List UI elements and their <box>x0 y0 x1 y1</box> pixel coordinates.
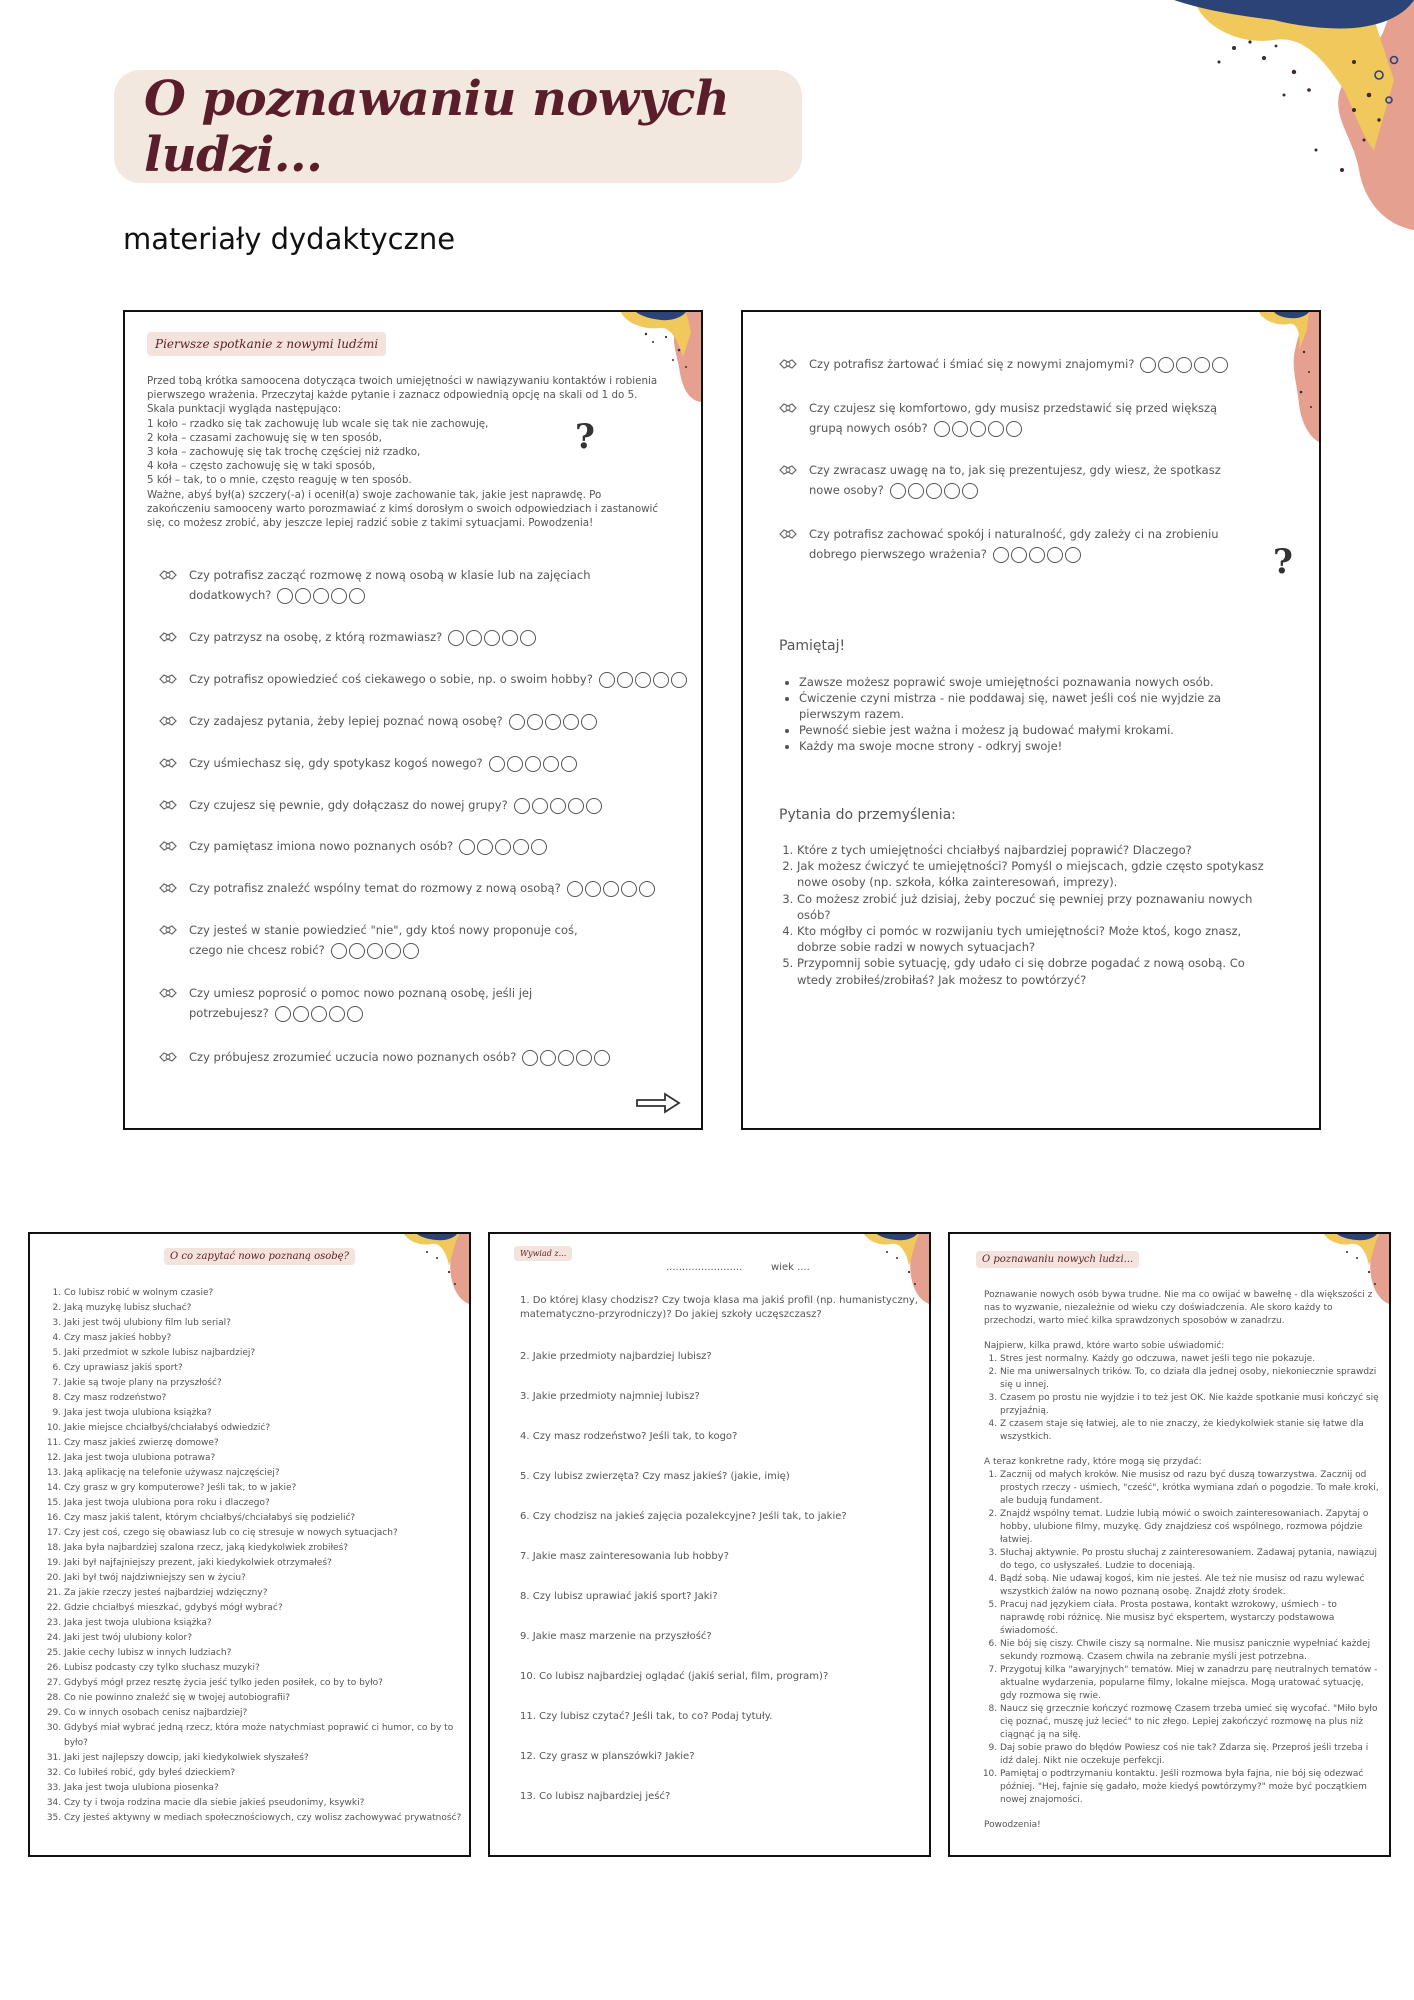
page-subtitle: materiały dydaktyczne <box>123 222 456 256</box>
question-item: Czy czujesz się komfortowo, gdy musisz przedstawić się przed większą grupą nowych osób? <box>779 398 1239 438</box>
interview-question: 5. Czy lubisz zwierzęta? Czy masz jakieś? (jakie, imię) <box>520 1471 790 1482</box>
worksheet-tag: O poznawaniu nowych ludzi... <box>976 1251 1139 1268</box>
interview-question: 12. Czy grasz w planszówki? Jakie? <box>520 1751 695 1762</box>
handshake-icon <box>779 356 797 372</box>
rating-scale[interactable] <box>509 714 597 730</box>
question-item: Czy pamiętasz imiona nowo poznanych osób? <box>159 836 659 856</box>
closing-text: Powodzenia! <box>984 1820 1041 1830</box>
handshake-icon <box>159 629 177 645</box>
list-item: 22. Gdzie chciałbyś mieszkać, gdybyś mógł wybrać? <box>64 1601 471 1616</box>
interview-question: 11. Czy lubisz czytać? Jeśli tak, to co? Podaj tytuły. <box>520 1711 773 1722</box>
article-body <box>984 1289 1379 1844</box>
list-item: 13. Jaką aplikację na telefonie używasz najczęściej? <box>64 1466 471 1481</box>
list-item: 9. Daj sobie prawo do błędów Powiesz coś nie tak? Zdarza się. Przeproś jeśli trzeba i idź dalej. Nikt nie oczekuje perfekcji. <box>1000 1742 1379 1768</box>
question-item: Czy potrafisz znaleźć wspólny temat do rozmowy z nową osobą? <box>159 878 699 898</box>
list-item: 2. Jaką muzykę lubisz słuchać? <box>64 1301 471 1316</box>
question-list <box>52 1286 471 1826</box>
truths-heading: Najpierw, kilka prawd, które warto sobie uświadomić: <box>984 1341 1225 1351</box>
worksheet-page-2 <box>741 310 1321 1130</box>
handshake-icon <box>159 797 177 813</box>
interview-question: 6. Czy chodzisz na jakieś zajęcia pozalekcyjne? Jeśli tak, to jakie? <box>520 1511 847 1522</box>
reflection-list <box>779 842 1279 988</box>
corner-decoration <box>1054 0 1414 230</box>
question-item: Czy potrafisz opowiedzieć coś ciekawego o sobie, np. o swoim hobby? <box>159 669 699 689</box>
list-item: 18. Jaka była najbardziej szalona rzecz, jaką kiedykolwiek zrobiłeś? <box>64 1541 471 1556</box>
rating-scale[interactable] <box>331 943 419 959</box>
handshake-icon <box>779 462 797 478</box>
rating-scale[interactable] <box>522 1050 610 1066</box>
next-page-arrow-icon <box>635 1092 681 1114</box>
list-item: 8. Naucz się grzecznie kończyć rozmowę Czasem trzeba umieć się wycofać. "Miło było cię poznać, muszę już lecieć" to nic złego. Lepiej zakończyć rozmowę na plus niż ciągnąć ją na siłę. <box>1000 1703 1379 1742</box>
page-decoration <box>1239 312 1319 442</box>
handshake-icon <box>159 567 177 583</box>
list-item: 12. Jaka jest twoja ulubiona potrawa? <box>64 1451 471 1466</box>
worksheet-page-1 <box>123 310 703 1130</box>
handshake-icon <box>159 713 177 729</box>
list-item: 6. Nie bój się ciszy. Chwile ciszy są normalne. Nie musisz panicznie wypełniać każdej sekundy rozmową. Czasem chwila na zebranie myśli jest potrzebna. <box>1000 1638 1379 1664</box>
list-item: 20. Jaki był twój najdziwniejszy sen w życiu? <box>64 1571 471 1586</box>
interview-question: 4. Czy masz rodzeństwo? Jeśli tak, to kogo? <box>520 1431 738 1442</box>
interview-question: 13. Co lubisz najbardziej jeść? <box>520 1791 671 1802</box>
question-mark-icon: ? <box>1273 542 1293 582</box>
list-item: 14. Czy grasz w gry komputerowe? Jeśli tak, to w jakie? <box>64 1481 471 1496</box>
question-item: Czy umiesz poprosić o pomoc nowo poznaną osobę, jeśli jej potrzebujesz? <box>159 983 559 1023</box>
worksheet-tag: Pierwsze spotkanie z nowymi ludźmi <box>147 332 386 356</box>
age-label: wiek .... <box>771 1262 810 1273</box>
interview-question: 8. Czy lubisz uprawiać jakiś sport? Jaki? <box>520 1591 718 1602</box>
handshake-icon <box>159 880 177 896</box>
list-item: 1. Które z tych umiejętności chciałbyś najbardziej poprawić? Dlaczego? <box>797 842 1279 858</box>
handshake-icon <box>779 526 797 542</box>
list-item: 25. Jakie cechy lubisz w innych ludziach? <box>64 1646 471 1661</box>
interview-question: 2. Jakie przedmioty najbardziej lubisz? <box>520 1351 712 1362</box>
interview-question: 9. Jakie masz marzenie na przyszłość? <box>520 1631 712 1642</box>
interview-question: 1. Do której klasy chodzisz? Czy twoja klasa ma jakiś profil (np. humanistyczny, matematyczno-przyrodniczy)? Do jakiej szkoły uczęszczasz? <box>520 1295 919 1320</box>
list-item: 2. Znajdź wspólny temat. Ludzie lubią mówić o swoich zainteresowaniach. Zapytaj o hobby, ulubione filmy, muzykę. Gdy znajdziesz coś wspólnego, rozmowa pójdzie łatwiej. <box>1000 1508 1379 1547</box>
remember-list <box>779 674 1279 754</box>
list-item: 29. Co w innych osobach cenisz najbardziej? <box>64 1706 471 1721</box>
question-item: Czy próbujesz zrozumieć uczucia nowo poznanych osób? <box>159 1047 679 1067</box>
question-item: Czy patrzysz na osobę, z którą rozmawiasz? <box>159 627 659 647</box>
list-item: 11. Czy masz jakieś zwierzę domowe? <box>64 1436 471 1451</box>
question-item: Czy potrafisz zacząć rozmowę z nową osobą w klasie lub na zajęciach dodatkowych? <box>159 565 599 605</box>
question-mark-icon: ? <box>575 417 595 457</box>
interview-question: 7. Jakie masz zainteresowania lub hobby? <box>520 1551 729 1562</box>
rating-scale[interactable] <box>448 630 536 646</box>
list-item: 1. Zacznij od małych kroków. Nie musisz od razu być duszą towarzystwa. Zacznij od prostych rzeczy - uśmiech, "cześć", krótka wymiana zdań o pogodzie. To małe kroki, ale budują fundament. <box>1000 1469 1379 1508</box>
rating-scale[interactable] <box>277 588 365 604</box>
list-item: 5. Pracuj nad językiem ciała. Prosta postawa, kontakt wzrokowy, uśmiech - to naprawdę robi różnicę. Nie musisz być ekspertem, wystarczy podstawowa świadomość. <box>1000 1599 1379 1638</box>
list-item: • Zawsze możesz poprawić swoje umiejętności poznawania nowych osób. <box>799 674 1279 690</box>
handshake-icon <box>159 838 177 854</box>
list-item: 3. Jaki jest twój ulubiony film lub serial? <box>64 1316 471 1331</box>
worksheet-page-4 <box>488 1232 931 1857</box>
list-item: 5. Przypomnij sobie sytuację, gdy udało ci się dobrze pogadać z nową osobą. Co wtedy zrobiłeś/zrobiłaś? Jak możesz to powtórzyć? <box>797 955 1279 987</box>
truths-list <box>984 1353 1379 1444</box>
rating-scale[interactable] <box>599 672 687 688</box>
handshake-icon <box>779 400 797 416</box>
intro-paragraph: Poznawanie nowych osób bywa trudne. Nie ma co owijać w bawełnę - dla większości z nas to wyzwanie, niezależnie od wieku czy doświadczenia. Ale skoro każdy to przechodzi, warto mieć kilka sprawdzonych sposobów w zanadrzu. <box>984 1290 1373 1326</box>
handshake-icon <box>159 985 177 1001</box>
tips-list <box>984 1469 1379 1807</box>
question-item: Czy potrafisz zachować spokój i naturalność, gdy zależy ci na zrobieniu dobrego pierwszego wrażenia? <box>779 524 1239 564</box>
list-item: 4. Czy masz jakieś hobby? <box>64 1331 471 1346</box>
tips-heading: A teraz konkretne rady, które mogą się przydać: <box>984 1457 1202 1467</box>
worksheet-tag: Wywiad z... <box>514 1246 572 1261</box>
list-item: 2. Nie ma uniwersalnych trików. To, co działa dla jednej osoby, niekoniecznie sprawdzi się u innej. <box>1000 1366 1379 1392</box>
list-item: • Pewność siebie jest ważna i możesz ją budować małymi krokami. <box>799 722 1279 738</box>
list-item: 33. Jaka jest twoja ulubiona piosenka? <box>64 1781 471 1796</box>
rating-scale[interactable] <box>275 1006 363 1022</box>
list-item: 1. Stres jest normalny. Każdy go odczuwa, nawet jeśli tego nie pokazuje. <box>1000 1353 1379 1366</box>
worksheet-page-5 <box>948 1232 1391 1857</box>
page-title: O poznawaniu nowych ludzi... <box>144 70 730 183</box>
rating-scale[interactable] <box>567 881 655 897</box>
list-item: 19. Jaki był najfajniejszy prezent, jaki kiedykolwiek otrzymałeś? <box>64 1556 471 1571</box>
list-item: 5. Jaki przedmiot w szkole lubisz najbardziej? <box>64 1346 471 1361</box>
handshake-icon <box>159 671 177 687</box>
list-item: 16. Czy masz jakiś talent, którym chciałbyś/chciałabyś się podzielić? <box>64 1511 471 1526</box>
list-item: 23. Jaka jest twoja ulubiona książka? <box>64 1616 471 1631</box>
question-item: Czy zwracasz uwagę na to, jak się prezentujesz, gdy wiesz, że spotkasz nowe osoby? <box>779 460 1239 500</box>
list-item: • Każdy ma swoje mocne strony - odkryj swoje! <box>799 738 1279 754</box>
list-item: 15. Jaka jest twoja ulubiona pora roku i dlaczego? <box>64 1496 471 1511</box>
handshake-icon <box>159 922 177 938</box>
list-item: 9. Jaka jest twoja ulubiona książka? <box>64 1406 471 1421</box>
rating-scale[interactable] <box>514 798 602 814</box>
list-item: 10. Pamiętaj o podtrzymaniu kontaktu. Jeśli rozmowa była fajna, nie bój się odezwać później. "Hej, fajnie się gadało, może kiedyś powtórzymy?" może być początkiem nowej znajomości. <box>1000 1768 1379 1807</box>
list-item: 3. Czasem po prostu nie wyjdzie i to też jest OK. Nie każde spotkanie musi kończyć się przyjaźnią. <box>1000 1392 1379 1418</box>
question-item: Czy potrafisz żartować i śmiać się z nowymi znajomymi? <box>779 354 1299 374</box>
rating-scale[interactable] <box>993 547 1081 563</box>
list-item: 17. Czy jest coś, czego się obawiasz lub co cię stresuje w nowych sytuacjach? <box>64 1526 471 1541</box>
list-item: 24. Jaki jest twój ulubiony kolor? <box>64 1631 471 1646</box>
list-item: 4. Bądź sobą. Nie udawaj kogoś, kim nie jesteś. Ale też nie musisz od razu wylewać wszystkich żalów na nowo poznaną osobę. Znajdź złoty środek. <box>1000 1573 1379 1599</box>
list-item: 10. Jakie miejsce chciałbyś/chciałabyś odwiedzić? <box>64 1421 471 1436</box>
list-item: 27. Gdybyś mógł przez resztę życia jeść tylko jeden posiłek, co by to było? <box>64 1676 471 1691</box>
list-item: 7. Jakie są twoje plany na przyszłość? <box>64 1376 471 1391</box>
rating-scale[interactable] <box>459 839 547 855</box>
list-item: 6. Czy uprawiasz jakiś sport? <box>64 1361 471 1376</box>
list-item: • Ćwiczenie czyni mistrza - nie poddawaj się, nawet jeśli coś nie wyjdzie za pierwszym razem. <box>799 690 1279 722</box>
remember-heading: Pamiętaj! <box>779 638 846 654</box>
list-item: 30. Gdybyś miał wybrać jedną rzecz, która może natychmiast poprawić ci humor, co by to było? <box>64 1721 471 1751</box>
question-item: Czy uśmiechasz się, gdy spotykasz kogoś nowego? <box>159 753 659 773</box>
name-blank: ........................ <box>666 1262 743 1273</box>
handshake-icon <box>159 1049 177 1065</box>
intro-text: Przed tobą krótka samoocena dotycząca twoich umiejętności w nawiązywaniu kontaktów i robienia pierwszego wrażenia. Przeczytaj każde pytanie i zaznacz odpowiednią opcję na skali od 1 do 5. Skala punktacji wygląda następująco: 1 koło – rzadko się tak zachowuję lub wcale się tak nie zachowuję, 2 koła – czasami zachowuję się w ten sposób, 3 koła – zachowuję się tak trochę częściej niż rzadko, 4 koła – często zachowuję się w taki sposób, 5 kół – tak, to o mnie, często reaguję w ten sposób. Ważne, abyś był(a) szczery(-a) i ocenił(a) swoje zachowanie tak, jakie jest naprawdę. Po zakończeniu samooceny warto porozmawiać z kimś dorosłym o swoich odpowiedziach i zastanowić się, co możesz zrobić, aby jeszcze lepiej radzić sobie z takimi sytuacjami. Powodzenia! <box>147 375 659 530</box>
interview-question: 3. Jakie przedmioty najmniej lubisz? <box>520 1391 700 1402</box>
interview-question: 10. Co lubisz najbardziej oglądać (jakiś serial, film, program)? <box>520 1671 829 1682</box>
rating-scale[interactable] <box>489 756 577 772</box>
question-item: Czy jesteś w stanie powiedzieć "nie", gdy ktoś nowy proponuje coś, czego nie chcesz robić? <box>159 920 589 960</box>
list-item: 26. Lubisz podcasty czy tylko słuchasz muzyki? <box>64 1661 471 1676</box>
rating-scale[interactable] <box>1140 357 1228 373</box>
question-item: Czy czujesz się pewnie, gdy dołączasz do nowej grupy? <box>159 795 659 815</box>
list-item: 31. Jaki jest najlepszy dowcip, jaki kiedykolwiek słyszałeś? <box>64 1751 471 1766</box>
worksheet-page-3 <box>28 1232 471 1857</box>
list-item: 3. Słuchaj aktywnie. Po prostu słuchaj z zainteresowaniem. Zadawaj pytania, nawiązuj do tego, co usłyszałeś. Ludzie to doceniają. <box>1000 1547 1379 1573</box>
list-item: 7. Przygotuj kilka "awaryjnych" tematów. Miej w zanadrzu parę neutralnych tematów - aktualne wydarzenia, popularne filmy, lokalne miejsca. Mogą uratować sytuację, gdy rozmowa się rwie. <box>1000 1664 1379 1703</box>
reflection-heading: Pytania do przemyślenia: <box>779 807 956 823</box>
list-item: 28. Co nie powinno znaleźć się w twojej autobiografii? <box>64 1691 471 1706</box>
list-item: 34. Czy ty i twoja rodzina macie dla siebie jakieś pseudonimy, ksywki? <box>64 1796 471 1811</box>
list-item: 3. Co możesz zrobić już dzisiaj, żeby poczuć się pewniej przy poznawaniu nowych osób? <box>797 891 1279 923</box>
rating-scale[interactable] <box>934 421 1022 437</box>
list-item: 8. Czy masz rodzeństwo? <box>64 1391 471 1406</box>
worksheet-tag: O co zapytać nowo poznaną osobę? <box>164 1248 355 1265</box>
list-item: 2. Jak możesz ćwiczyć te umiejętności? Pomyśl o miejscach, gdzie często spotykasz nowe osoby (np. szkoła, kółka zainteresowań, imprezy). <box>797 858 1279 890</box>
question-item: Czy zadajesz pytania, żeby lepiej poznać nową osobę? <box>159 711 659 731</box>
handshake-icon <box>159 755 177 771</box>
list-item: 4. Z czasem staje się łatwiej, ale to nie znaczy, że kiedykolwiek stanie się łatwe dla wszystkich. <box>1000 1418 1379 1444</box>
list-item: 35. Czy jesteś aktywny w mediach społecznościowych, czy wolisz zachowywać prywatność? <box>64 1811 471 1826</box>
list-item: 21. Za jakie rzeczy jesteś najbardziej wdzięczny? <box>64 1586 471 1601</box>
list-item: 1. Co lubisz robić w wolnym czasie? <box>64 1286 471 1301</box>
rating-scale[interactable] <box>890 483 978 499</box>
title-banner <box>114 70 802 183</box>
list-item: 4. Kto mógłby ci pomóc w rozwijaniu tych umiejętności? Może ktoś, kogo znasz, dobrze sobie radzi w nowych sytuacjach? <box>797 923 1279 955</box>
list-item: 32. Co lubiłeś robić, gdy byłeś dzieckiem? <box>64 1766 471 1781</box>
